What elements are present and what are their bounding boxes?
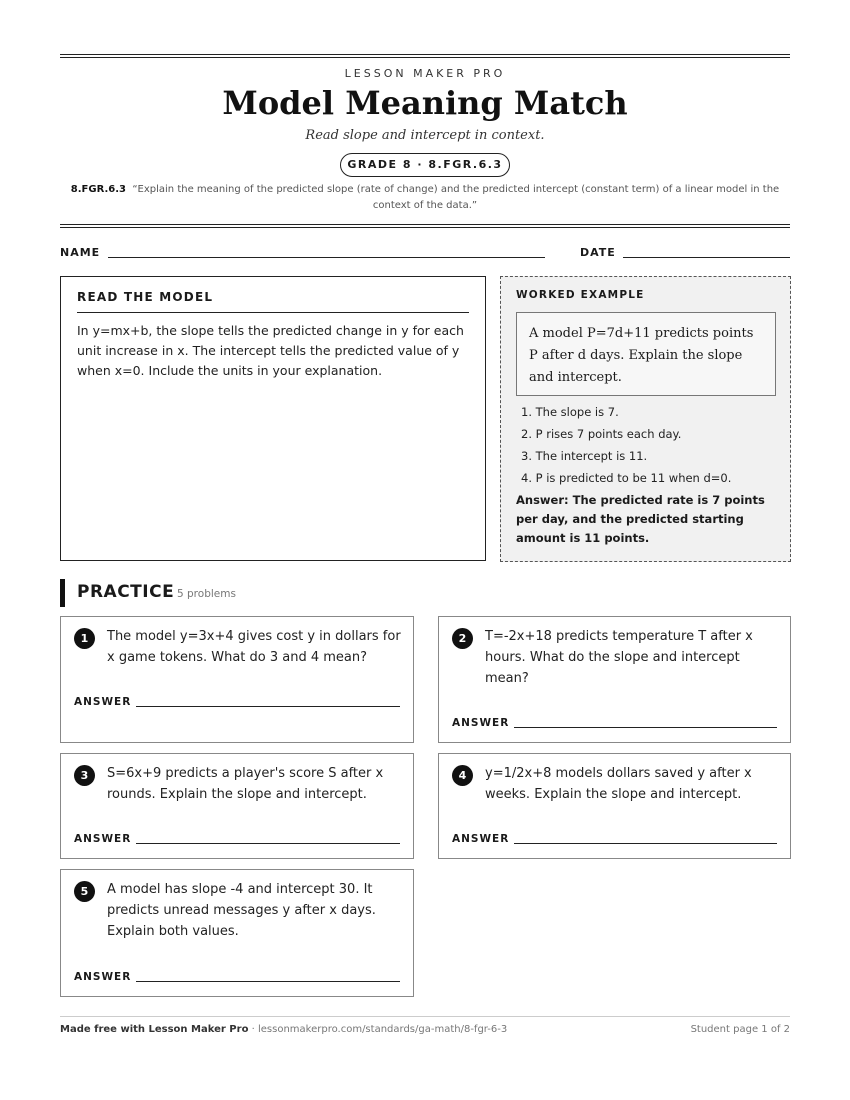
problem-number: 4	[452, 765, 473, 786]
answer-label: ANSWER	[74, 971, 132, 983]
problem-number: 1	[74, 628, 95, 649]
footer-page-number: Student page 1 of 2	[690, 1024, 790, 1035]
problem-text: S=6x+9 predicts a player's score S after x rounds. Explain the slope and intercept.	[107, 766, 384, 802]
problem-text: The model y=3x+4 gives cost y in dollars for x game tokens. What do 3 and 4 mean?	[107, 629, 401, 665]
problem-number: 3	[74, 765, 95, 786]
name-label: NAME	[60, 246, 101, 259]
worked-step: 1. The slope is 7.	[521, 405, 619, 419]
top-double-rule	[60, 54, 790, 58]
worked-example-answer: Answer: The predicted rate is 7 points per day, and the predicted starting amount is 11 points.	[516, 493, 765, 545]
worked-step: 2. P rises 7 points each day.	[521, 427, 682, 441]
footer-credit	[60, 1024, 507, 1035]
read-the-model-box	[60, 276, 486, 561]
read-the-model-heading: READ THE MODEL	[77, 290, 214, 304]
read-the-model-rule	[77, 312, 469, 313]
answer-label: ANSWER	[452, 717, 510, 729]
grade-badge: GRADE 8 · 8.FGR.6.3	[340, 153, 510, 177]
worked-step: 4. P is predicted to be 11 when d=0.	[521, 471, 732, 485]
worked-example-steps	[521, 401, 731, 489]
standard-code: 8.FGR.6.3	[70, 184, 126, 195]
footer-url[interactable]: · lessonmakerpro.com/standards/ga-math/8-fgr-6-3	[248, 1024, 508, 1035]
problem-text: T=-2x+18 predicts temperature T after x hours. What do the slope and intercept mean?	[485, 629, 753, 686]
problem-card-1	[60, 616, 414, 743]
worked-example-heading: WORKED EXAMPLE	[516, 289, 645, 301]
footer-rule	[60, 1016, 790, 1017]
standard-text: “Explain the meaning of the predicted slope (rate of change) and the predicted intercept (constant term) of a linear model in the context of the data.”	[132, 184, 780, 211]
problem-text: A model has slope -4 and intercept 30. It predicts unread messages y after x days. Explain both values.	[107, 882, 376, 939]
problem-number: 2	[452, 628, 473, 649]
standard-description	[66, 182, 784, 214]
answer-label: ANSWER	[74, 833, 132, 845]
problem-card-3	[60, 753, 414, 859]
practice-accent-bar	[60, 579, 65, 607]
answer-line[interactable]	[136, 981, 400, 982]
header-bottom-rule	[60, 224, 790, 228]
worked-example-prompt: A model P=7d+11 predicts points P after d days. Explain the slope and intercept.	[516, 312, 776, 396]
worked-step: 3. The intercept is 11.	[521, 449, 648, 463]
answer-line[interactable]	[136, 706, 400, 707]
date-line[interactable]	[623, 257, 790, 258]
footer-made-with: Made free with Lesson Maker Pro	[60, 1024, 249, 1035]
answer-label: ANSWER	[74, 696, 132, 708]
practice-heading: PRACTICE	[77, 582, 175, 602]
problem-text: y=1/2x+8 models dollars saved y after x weeks. Explain the slope and intercept.	[485, 766, 752, 802]
answer-line[interactable]	[514, 843, 777, 844]
name-line[interactable]	[108, 257, 545, 258]
answer-line[interactable]	[514, 727, 777, 728]
problem-number: 5	[74, 881, 95, 902]
page-subtitle: Read slope and intercept in context.	[305, 128, 545, 143]
answer-label: ANSWER	[452, 833, 510, 845]
problem-card-2	[438, 616, 791, 743]
problem-card-4	[438, 753, 791, 859]
answer-line[interactable]	[136, 843, 400, 844]
problem-card-5	[60, 869, 414, 997]
read-the-model-text: In y=mx+b, the slope tells the predicted change in y for each unit increase in x. The intercept tells the predicted value of y when x=0. Include the units in your explanation.	[77, 323, 464, 378]
worked-example-box	[500, 276, 791, 562]
practice-count: 5 problems	[177, 588, 236, 600]
brand-name: LESSON MAKER PRO	[344, 67, 506, 80]
page-title: Model Meaning Match	[222, 84, 628, 122]
date-label: DATE	[580, 246, 616, 259]
